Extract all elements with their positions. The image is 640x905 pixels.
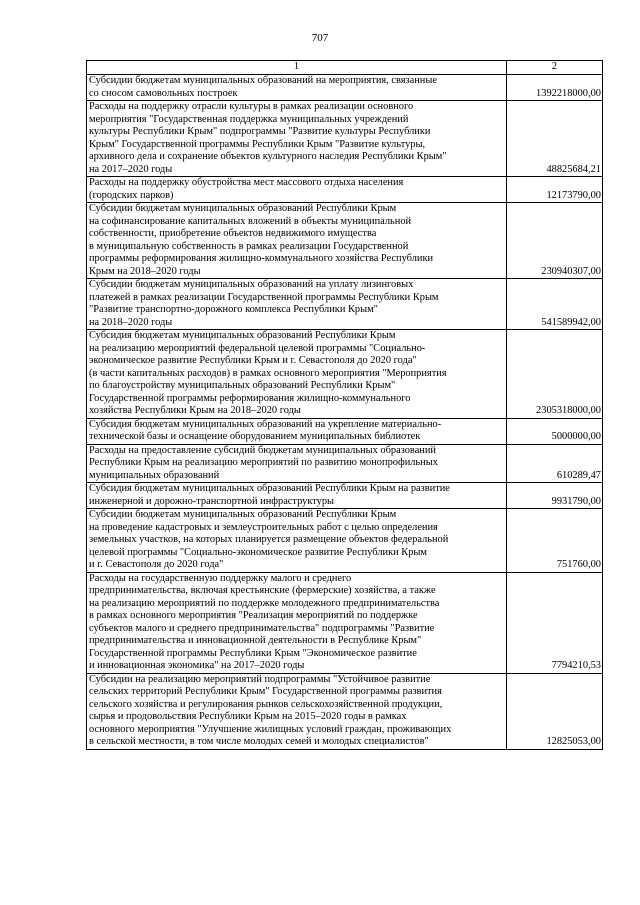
row-amount: 12825053,00 — [507, 673, 603, 749]
row-description: Расходы на поддержку отрасли культуры в рамках реализации основного мероприятия "Государственная поддержка муниципальных учреждений культуры Республики Крым" подпрограммы "Развитие культуры Республики Крым" Государственной программы Республики Крым "Развитие культуры, архивного дела и сохранение объектов культурного наследия Республики Крым" на 2017–2020 годы — [87, 101, 507, 177]
row-amount: 9931790,00 — [507, 483, 603, 509]
table-body — [87, 75, 603, 750]
table-row — [87, 572, 603, 673]
column-header-1: 1 — [87, 61, 507, 75]
row-amount: 541589942,00 — [507, 279, 603, 330]
row-amount: 7794210,53 — [507, 572, 603, 673]
page-number: 707 — [311, 32, 329, 44]
budget-table — [86, 60, 603, 750]
column-header-2: 2 — [507, 61, 603, 75]
table-row — [87, 279, 603, 330]
row-amount: 1392218000,00 — [507, 75, 603, 101]
row-description: Субсидия бюджетам муниципальных образований на укрепление материально- технической базы и оснащение оборудованием муниципальных библиотек — [87, 418, 507, 444]
row-description: Субсидии бюджетам муниципальных образований Республики Крым на проведение кадастровых и землеустроительных работ с целью определения земельных участков, на которых планируется размещение объектов федеральной целевой программы "Социально-экономическое развитие Республики Крым и г. Севастополя до 2020 года" — [87, 509, 507, 573]
row-amount: 48825684,21 — [507, 101, 603, 177]
table-row — [87, 418, 603, 444]
row-description: Расходы на предоставление субсидий бюджетам муниципальных образований Республики Крым на реализацию мероприятий по развитию монопрофильных муниципальных образований — [87, 444, 507, 483]
row-description: Субсидии на реализацию мероприятий подпрограммы "Устойчивое развитие сельских территорий Республики Крым" Государственной программы развития сельского хозяйства и регулирования рынков сельскохозяйственной продукции, сырья и продовольствия Республики Крым на 2015–2020 годы в рамках основного мероприятия "Улучшение жилищных условий граждан, проживающих в сельской местности, в том числе молодых семей и молодых специалистов" — [87, 673, 507, 749]
table-row — [87, 177, 603, 203]
header-row — [87, 61, 603, 75]
table-row — [87, 509, 603, 573]
row-description: Субсидия бюджетам муниципальных образований Республики Крым на развитие инженерной и дорожно-транспортной инфраструктуры — [87, 483, 507, 509]
table-row — [87, 75, 603, 101]
row-description: Субсидии бюджетам муниципальных образований Республики Крым на софинансирование капитальных вложений в объекты муниципальной собственности, приобретение объектов недвижимого имущества в муниципальную собственность в рамках реализации Государственной программы реформирования жилищно-коммунального хозяйства Республики Крым на 2018–2020 годы — [87, 203, 507, 279]
table-row — [87, 330, 603, 419]
row-amount: 230940307,00 — [507, 203, 603, 279]
row-description: Субсидии бюджетам муниципальных образований на мероприятия, связанные со сносом самовольных построек — [87, 75, 507, 101]
row-amount: 5000000,00 — [507, 418, 603, 444]
row-amount: 610289,47 — [507, 444, 603, 483]
table-row — [87, 444, 603, 483]
table-row — [87, 673, 603, 749]
row-description: Расходы на поддержку обустройства мест массового отдыха населения (городских парков) — [87, 177, 507, 203]
row-amount: 2305318000,00 — [507, 330, 603, 419]
row-description: Субсидии бюджетам муниципальных образований на уплату лизинговых платежей в рамках реализации Государственной программы Республики Крым "Развитие транспортно-дорожного комплекса Республики Крым" на 2018–2020 годы — [87, 279, 507, 330]
row-amount: 12173790,00 — [507, 177, 603, 203]
table-row — [87, 203, 603, 279]
row-description: Субсидия бюджетам муниципальных образований Республики Крым на реализацию мероприятий федеральной целевой программы "Социально- экономическое развитие Республики Крым и г. Севастополя до 2020 года" (в части капитальных расходов) в рамках основного мероприятия "Мероприятия по благоустройству муниципальных образований Республики Крым" Государственной программы реформирования жилищно-коммунального хозяйства Республики Крым на 2018–2020 годы — [87, 330, 507, 419]
row-amount: 751760,00 — [507, 509, 603, 573]
table-row — [87, 101, 603, 177]
table-row — [87, 483, 603, 509]
row-description: Расходы на государственную поддержку малого и среднего предпринимательства, включая крестьянские (фермерские) хозяйства, а также на реализацию мероприятий по поддержке молодежного предпринимательства в рамках основного мероприятия "Реализация мероприятий по поддержке субъектов малого и среднего предпринимательства" подпрограммы "Развитие предпринимательства и инновационной деятельности в Республике Крым" Государственной программы Республики Крым "Экономическое развитие и инновационная экономика" на 2017–2020 годы — [87, 572, 507, 673]
